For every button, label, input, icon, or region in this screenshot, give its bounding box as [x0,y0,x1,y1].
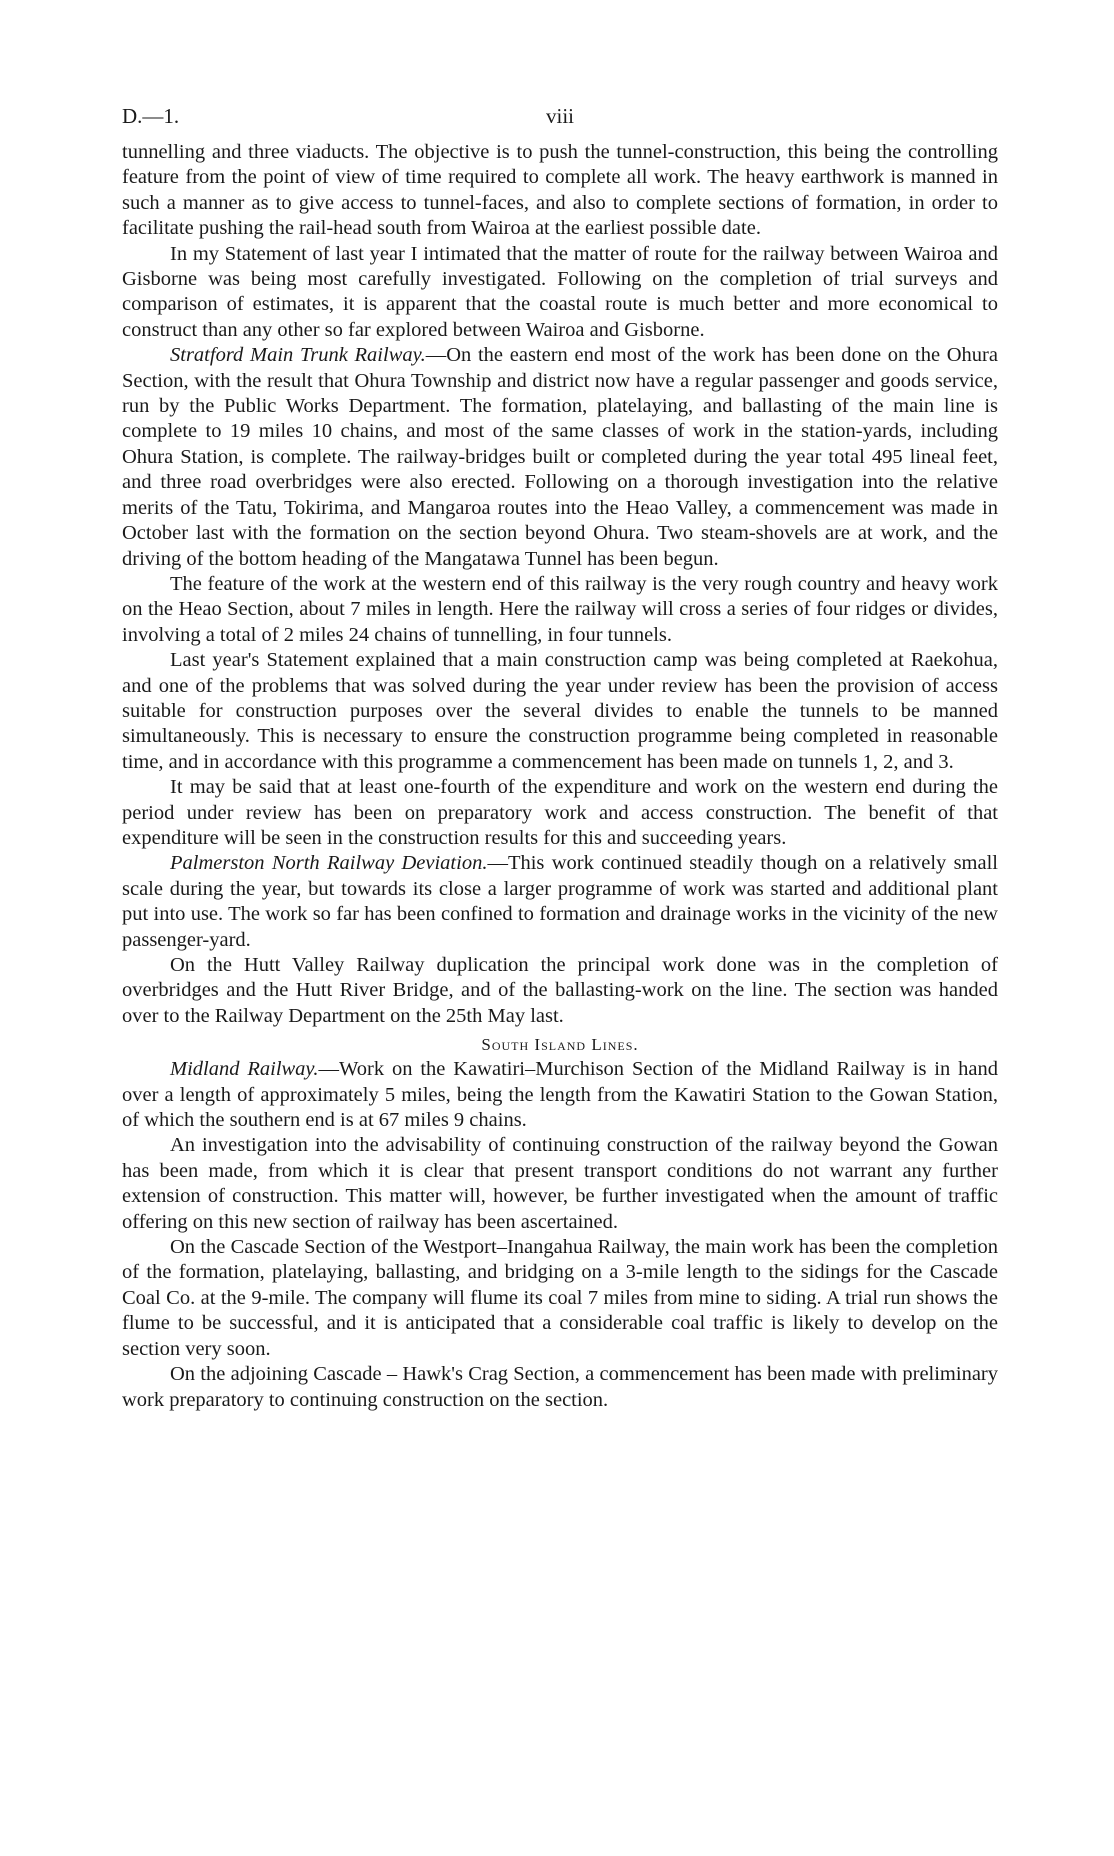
paragraph: On the adjoining Cascade – Hawk's Crag Section, a commencement has been made with preliminary work preparatory to continuing construction on the section. [122,1363,998,1411]
page-header [122,104,998,140]
section-heading: South Island Lines. [481,1035,639,1055]
paragraph: Stratford Main Trunk Railway.—On the eastern end most of the work has been done on the Ohura Section, with the result that Ohura Township and district now have a regular passenger and goods service, run by the Public Works Department. The formation, platelaying, and ballasting of the main line is complete to 19 miles 10 chains, and most of the same classes of work in the station-yards, including Ohura Station, is complete. The railway-bridges built or completed during the year total 495 lineal feet, and three road overbridges were also erected. Following on a thorough investigation into the relative merits of the Tatu, Tokirima, and Mangaroa routes into the Heao Valley, a commencement was made in October last with the formation on the section beyond Ohura. Two steam-shovels are at work, and the driving of the bottom heading of the Mangatawa Tunnel has been begun. [122,344,998,570]
document-page [122,104,998,1413]
paragraph: On the Cascade Section of the Westport–Inangahua Railway, the main work has been the completion of the formation, platelaying, ballasting, and bridging on a 3-mile length to the sidings for the Cascade Coal Co. at the 9-mile. The company will flume its coal 7 miles from mine to siding. A trial run shows the flume to be successful, and it is anticipated that a considerable coal traffic is likely to develop on the section very soon. [122,1236,998,1360]
document-body [122,140,998,1413]
paragraph: Midland Railway.—Work on the Kawatiri–Murchison Section of the Midland Railway is in hand over a length of approximately 5 miles, being the length from the Kawatiri Station to the Gowan Station, of which the southern end is at 67 miles 9 chains. [122,1058,998,1132]
paragraph: In my Statement of last year I intimated that the matter of route for the railway between Wairoa and Gisborne was being most carefully investigated. Following on the completion of trial surveys and comparison of estimates, it is apparent that the coastal route is much better and more economical to construct than any other so far explored between Wairoa and Gisborne. [122,242,998,341]
paragraph: The feature of the work at the western end of this railway is the very rough country and heavy work on the Heao Section, about 7 miles in length. Here the railway will cross a series of four ridges or divides, involving a total of 2 miles 24 chains of tunnelling, in four tunnels. [122,572,998,646]
paragraph: Last year's Statement explained that a main construction camp was being completed at Raekohua, and one of the problems that was solved during the year under review has been the provision of access suitable for construction purposes over the several divides to enable the tunnels to be manned simultaneously. This is necessary to ensure the construction programme being completed in reasonable time, and in accordance with this programme a commencement has been made on tunnels 1, 2, and 3. [122,649,998,773]
paragraph: Palmerston North Railway Deviation.—This work continued steadily though on a relatively small scale during the year, but towards its close a larger programme of work was started and additional plant put into use. The work so far has been confined to formation and drainage works in the vicinity of the new passenger-yard. [122,852,998,951]
document-reference: D.—1. [122,104,180,128]
paragraph: On the Hutt Valley Railway duplication the principal work done was in the completion of overbridges and the Hutt River Bridge, and of the ballasting-work on the line. The section was handed over to the Railway Department on the 25th May last. [122,954,998,1027]
paragraph: It may be said that at least one-fourth of the expenditure and work on the western end during the period under review has been on preparatory work and access construction. The benefit of that expenditure will be seen in the construction results for this and succeeding years. [122,776,998,849]
page-number: viii [545,104,574,128]
paragraph-lead: Palmerston North Railway Deviation. [170,852,488,875]
paragraph: tunnelling and three viaducts. The objective is to push the tunnel-construction, this being the controlling feature from the point of view of time required to complete all work. The heavy earthwork is manned in such a manner as to give access to tunnel-faces, and also to complete sections of formation, in order to facilitate pushing the rail-head south from Wairoa at the earliest possible date. [122,141,998,240]
paragraph: An investigation into the advisability of continuing construction of the railway beyond the Gowan has been made, from which it is clear that present transport conditions do not warrant any further extension of construction. This matter will, however, be further investigated when the amount of traffic offering on this new section of railway has been ascertained. [122,1134,998,1233]
paragraph-lead: Stratford Main Trunk Railway. [170,344,426,367]
paragraph-lead: Midland Railway. [170,1058,319,1081]
